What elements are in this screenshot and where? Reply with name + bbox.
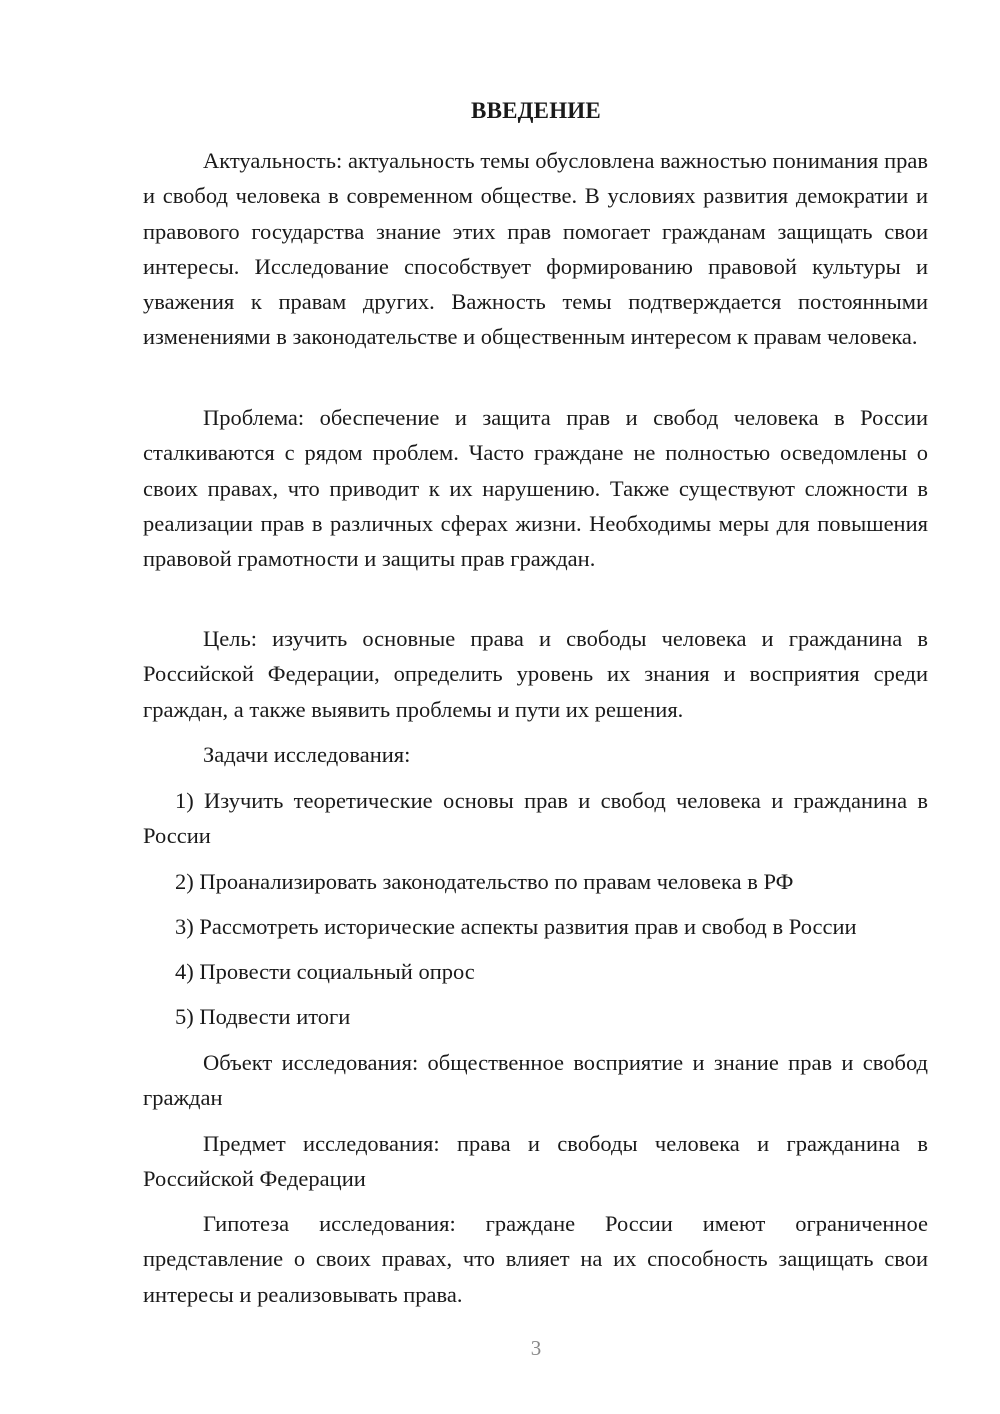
- paragraph-goal: Цель: изучить основные права и свободы человека и гражданина в Российской Федерации, определить уровень их знания и восприятия среди граждан, а также выявить проблемы и пути их решения.: [143, 626, 928, 722]
- paragraph-object: Объект исследования: общественное восприятие и знание прав и свобод граждан: [143, 1050, 928, 1111]
- task-item-1: 1) Изучить теоретические основы прав и свобод человека и гражданина в России: [143, 788, 928, 849]
- task-item-2: 2) Проанализировать законодательство по правам человека в РФ: [175, 869, 794, 894]
- paragraph-problem: Проблема: обеспечение и защита прав и свобод человека в России сталкиваются с рядом проблем. Часто граждане не полностью осведомлены о своих правах, что приводит к их нарушению. Также существуют сложности в реализации прав в различных сферах жизни. Необходимы меры для повышения правовой грамотности и защиты прав граждан.: [143, 405, 928, 572]
- task-item-3: 3) Рассмотреть исторические аспекты развития прав и свобод в России: [175, 914, 857, 939]
- task-item-5: 5) Подвести итоги: [175, 1004, 351, 1029]
- page-number: 3: [530, 1336, 542, 1360]
- paragraph-subject: Предмет исследования: права и свободы человека и гражданина в Российской Федерации: [143, 1131, 928, 1192]
- task-item-4: 4) Провести социальный опрос: [175, 959, 475, 984]
- paragraph-hypothesis: Гипотеза исследования: граждане России имеют ограниченное представление о своих правах, что влияет на их способность защищать свои интересы и реализовывать права.: [143, 1211, 928, 1307]
- paragraph-relevance: Актуальность: актуальность темы обусловлена важностью понимания прав и свобод человека в современном обществе. В условиях развития демократии и правового государства знание этих прав помогает гражданам защищать свои интересы. Исследование способствует формированию правовой культуры и уважения к правам других. Важность темы подтверждается постоянными изменениями в законодательстве и общественным интересом к правам человека.: [143, 148, 928, 350]
- tasks-heading: Задачи исследования:: [203, 742, 411, 767]
- section-title: ВВЕДЕНИЕ: [471, 98, 601, 123]
